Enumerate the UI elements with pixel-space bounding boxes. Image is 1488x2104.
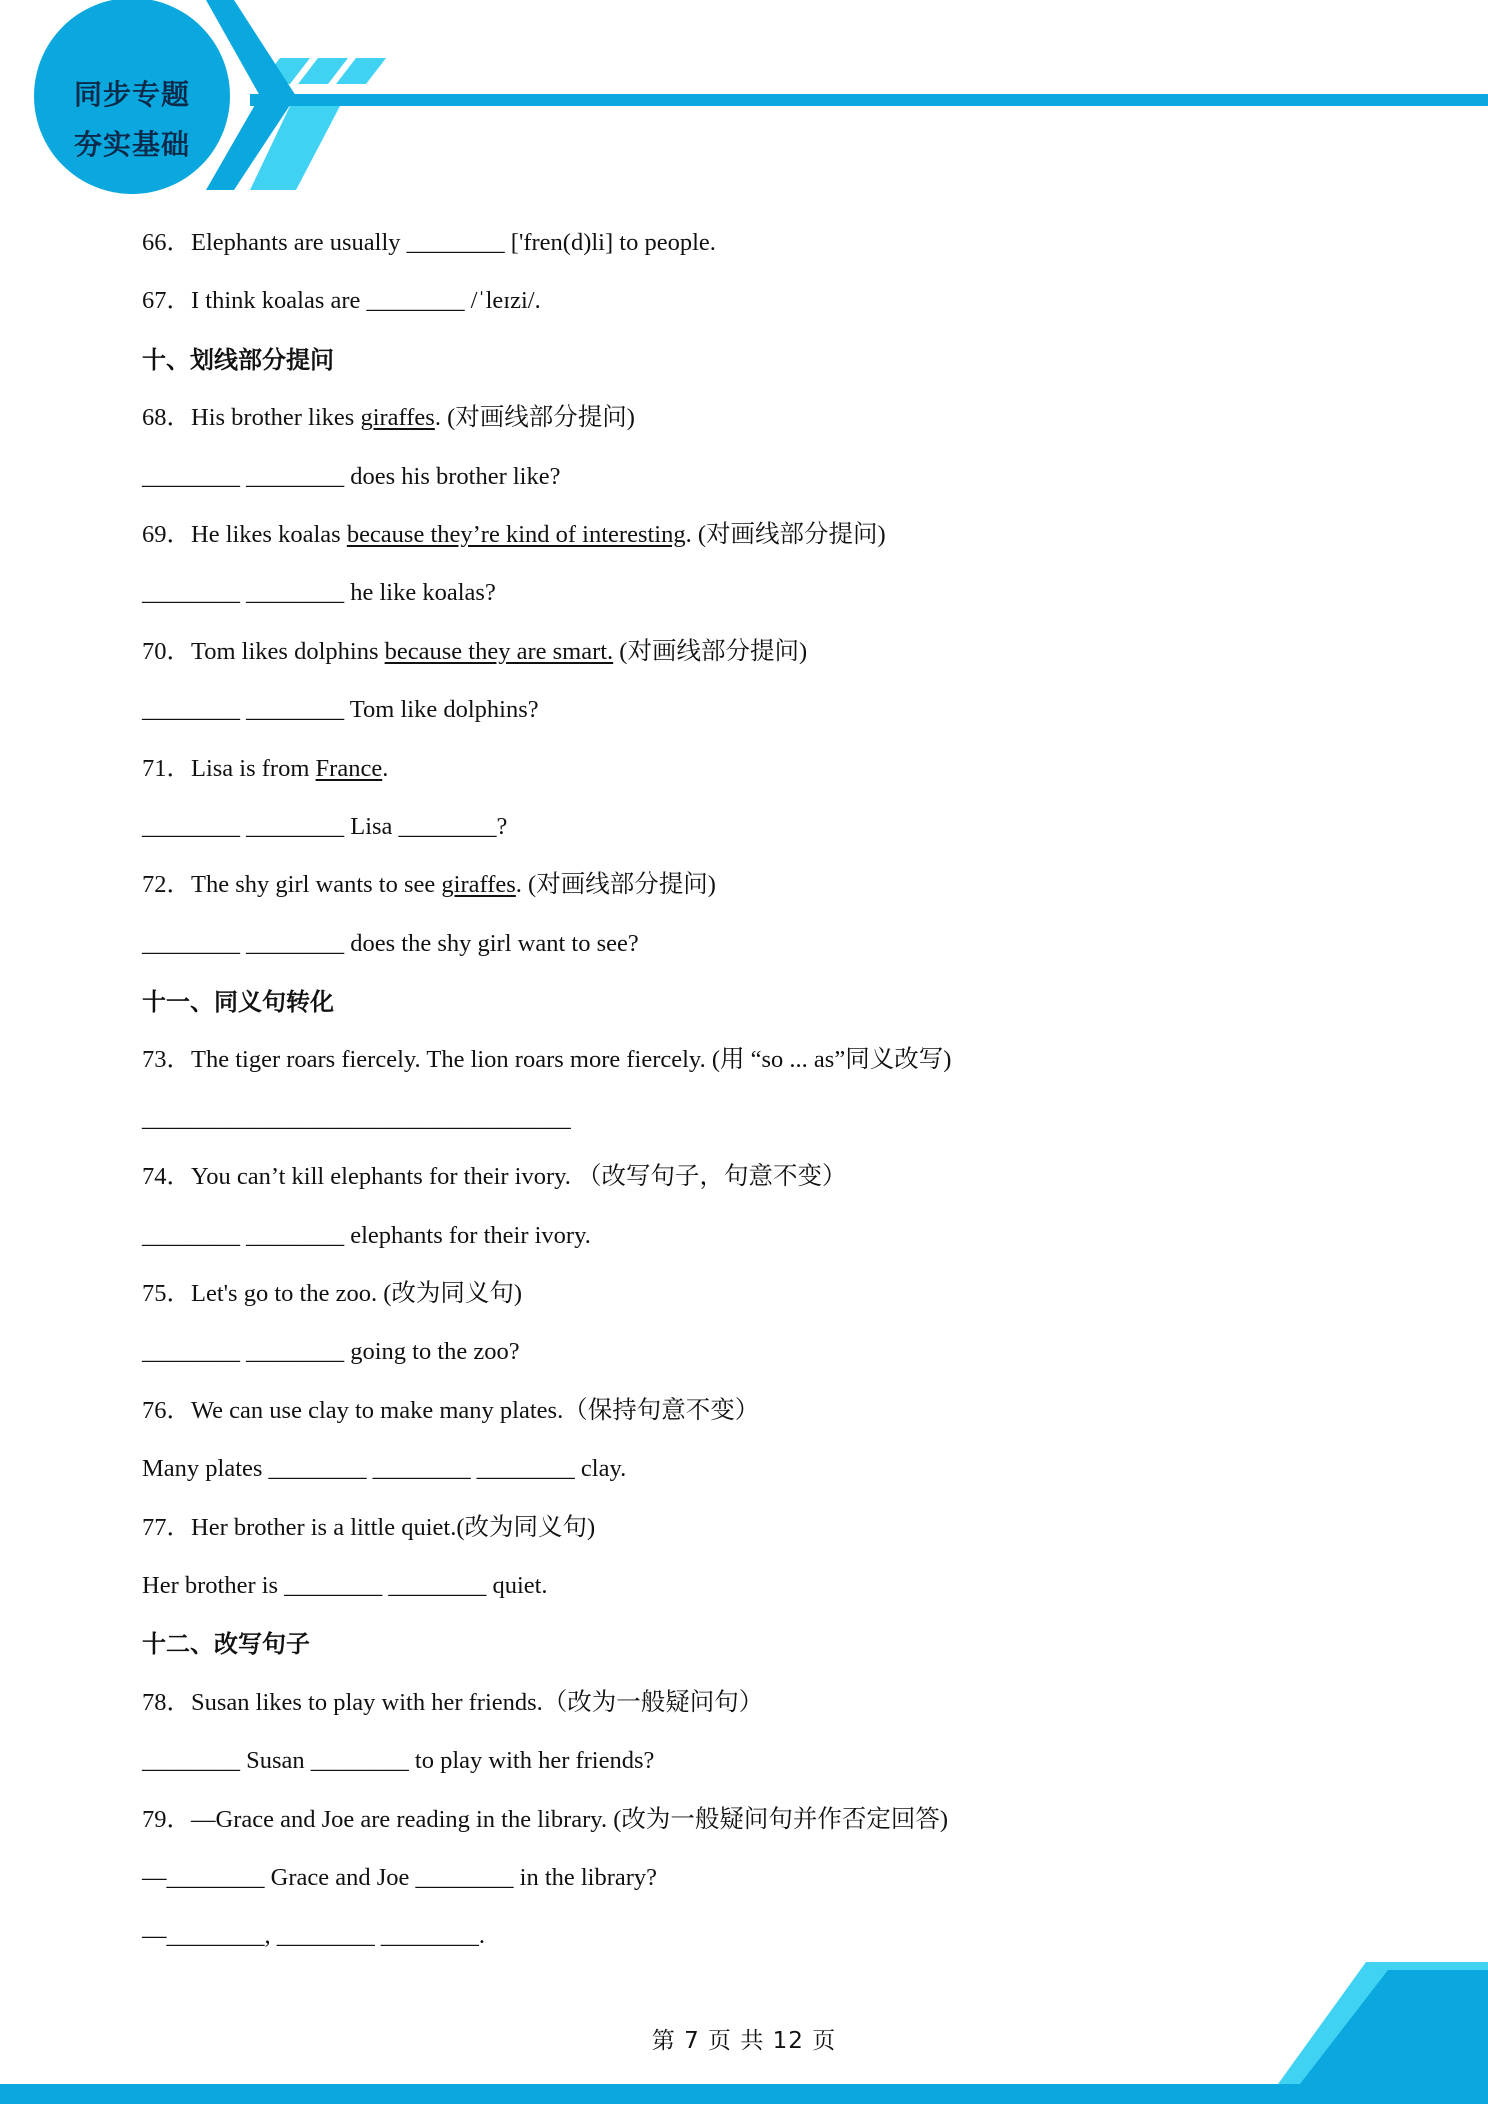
question-text: (对画线部分提问)	[613, 637, 808, 665]
answer-line: ___________________________________	[142, 1104, 571, 1132]
question-line	[142, 276, 1342, 334]
answer-line: ________ ________ Tom like dolphins?	[142, 696, 539, 724]
question-line	[142, 1035, 1342, 1093]
answer-line: —________ Grace and Joe ________ in the library?	[142, 1863, 658, 1891]
answer-line: ________ ________ he like koalas?	[142, 579, 496, 607]
question-number: 66．	[142, 229, 191, 256]
question-text: The shy girl wants to see	[191, 871, 442, 899]
question-line	[142, 860, 1342, 918]
question-line	[142, 1269, 1342, 1327]
answer-line: Her brother is ________ ________ quiet.	[142, 1571, 548, 1599]
page-footer: 第 7 页 共 12 页	[651, 2028, 837, 2054]
underlined-phrase: giraffes	[360, 404, 435, 432]
section-heading: 十、划线部分提问	[142, 344, 334, 374]
question-number: 67．	[142, 287, 191, 315]
question-text: Her brother is a little quiet.(改为同义句)	[191, 1513, 596, 1541]
question-number: 69．	[142, 520, 191, 548]
answer-line: Many plates ________ ________ ________ clay.	[142, 1455, 627, 1483]
question-number: 70．	[142, 637, 191, 665]
question-line	[142, 1678, 1342, 1736]
question-line	[142, 627, 1342, 685]
question-text: Tom likes dolphins	[191, 637, 385, 665]
question-line	[142, 393, 1342, 451]
underlined-phrase: because they’re kind of interesting	[346, 520, 686, 548]
question-number: 72．	[142, 871, 191, 899]
question-number: 78．	[142, 1688, 191, 1716]
badge-line-2: 夯实基础	[73, 128, 190, 161]
question-line	[142, 510, 1342, 568]
underlined-phrase: France	[315, 754, 383, 782]
question-text: —Grace and Joe are reading in the library. (改为一般疑问句并作否定回答)	[191, 1805, 949, 1833]
question-line	[142, 744, 1342, 802]
question-text: . (对画线部分提问)	[685, 520, 886, 548]
answer-line: ________ ________ does the shy girl want to see?	[142, 929, 639, 957]
question-text: Lisa is from	[191, 754, 316, 782]
header-badge	[36, 24, 228, 216]
section-heading: 十一、同义句转化	[142, 987, 334, 1017]
question-number: 77．	[142, 1513, 191, 1541]
question-text: His brother likes	[191, 404, 361, 432]
answer-line: ________ ________ Lisa ________?	[142, 812, 508, 840]
question-text: . (对画线部分提问)	[515, 871, 716, 899]
question-line	[142, 218, 1342, 276]
question-text: The tiger roars fiercely. The lion roars more fiercely. (用 “so ... as”同义改写)	[191, 1046, 952, 1074]
question-number: 71．	[142, 754, 191, 782]
footer-stripe	[0, 2084, 1488, 2104]
question-number: 74．	[142, 1163, 191, 1191]
underlined-phrase: because they are smart.	[384, 637, 614, 665]
question-text: Susan likes to play with her friends.（改为一般疑问句）	[191, 1688, 764, 1716]
question-line	[142, 1795, 1342, 1853]
question-line	[142, 1152, 1342, 1210]
question-number: 73．	[142, 1046, 191, 1074]
answer-line: —________, ________ ________.	[142, 1922, 485, 1950]
question-line	[142, 1386, 1342, 1444]
question-number: 79．	[142, 1805, 191, 1833]
answer-line: ________ ________ elephants for their ivory.	[142, 1221, 591, 1249]
answer-line: ________ ________ does his brother like?	[142, 462, 561, 490]
question-text: I think koalas are ________ /ˈleɪzi/.	[191, 287, 541, 315]
question-text: We can use clay to make many plates.（保持句意不变）	[191, 1396, 760, 1424]
header-stripe	[250, 94, 1488, 106]
question-text: . (对画线部分提问)	[434, 404, 635, 432]
question-text: .	[382, 754, 389, 782]
underlined-phrase: giraffes	[441, 871, 516, 899]
badge-line-1: 同步专题	[73, 78, 190, 111]
question-text: He likes koalas	[191, 520, 347, 548]
question-text: Elephants are usually ________ ['fren(d)li] to people.	[191, 229, 716, 256]
question-text: You can’t kill elephants for their ivory. （改写句子，句意不变）	[191, 1163, 847, 1191]
question-text: Let's go to the zoo. (改为同义句)	[191, 1280, 523, 1308]
answer-line: ________ ________ going to the zoo?	[142, 1338, 520, 1366]
question-number: 68．	[142, 404, 191, 432]
question-line	[142, 1503, 1342, 1561]
question-number: 75．	[142, 1280, 191, 1308]
worksheet-body	[142, 218, 1342, 1970]
question-number: 76．	[142, 1396, 191, 1424]
answer-line: ________ Susan ________ to play with her friends?	[142, 1747, 655, 1775]
section-heading: 十二、改写句子	[142, 1629, 310, 1659]
